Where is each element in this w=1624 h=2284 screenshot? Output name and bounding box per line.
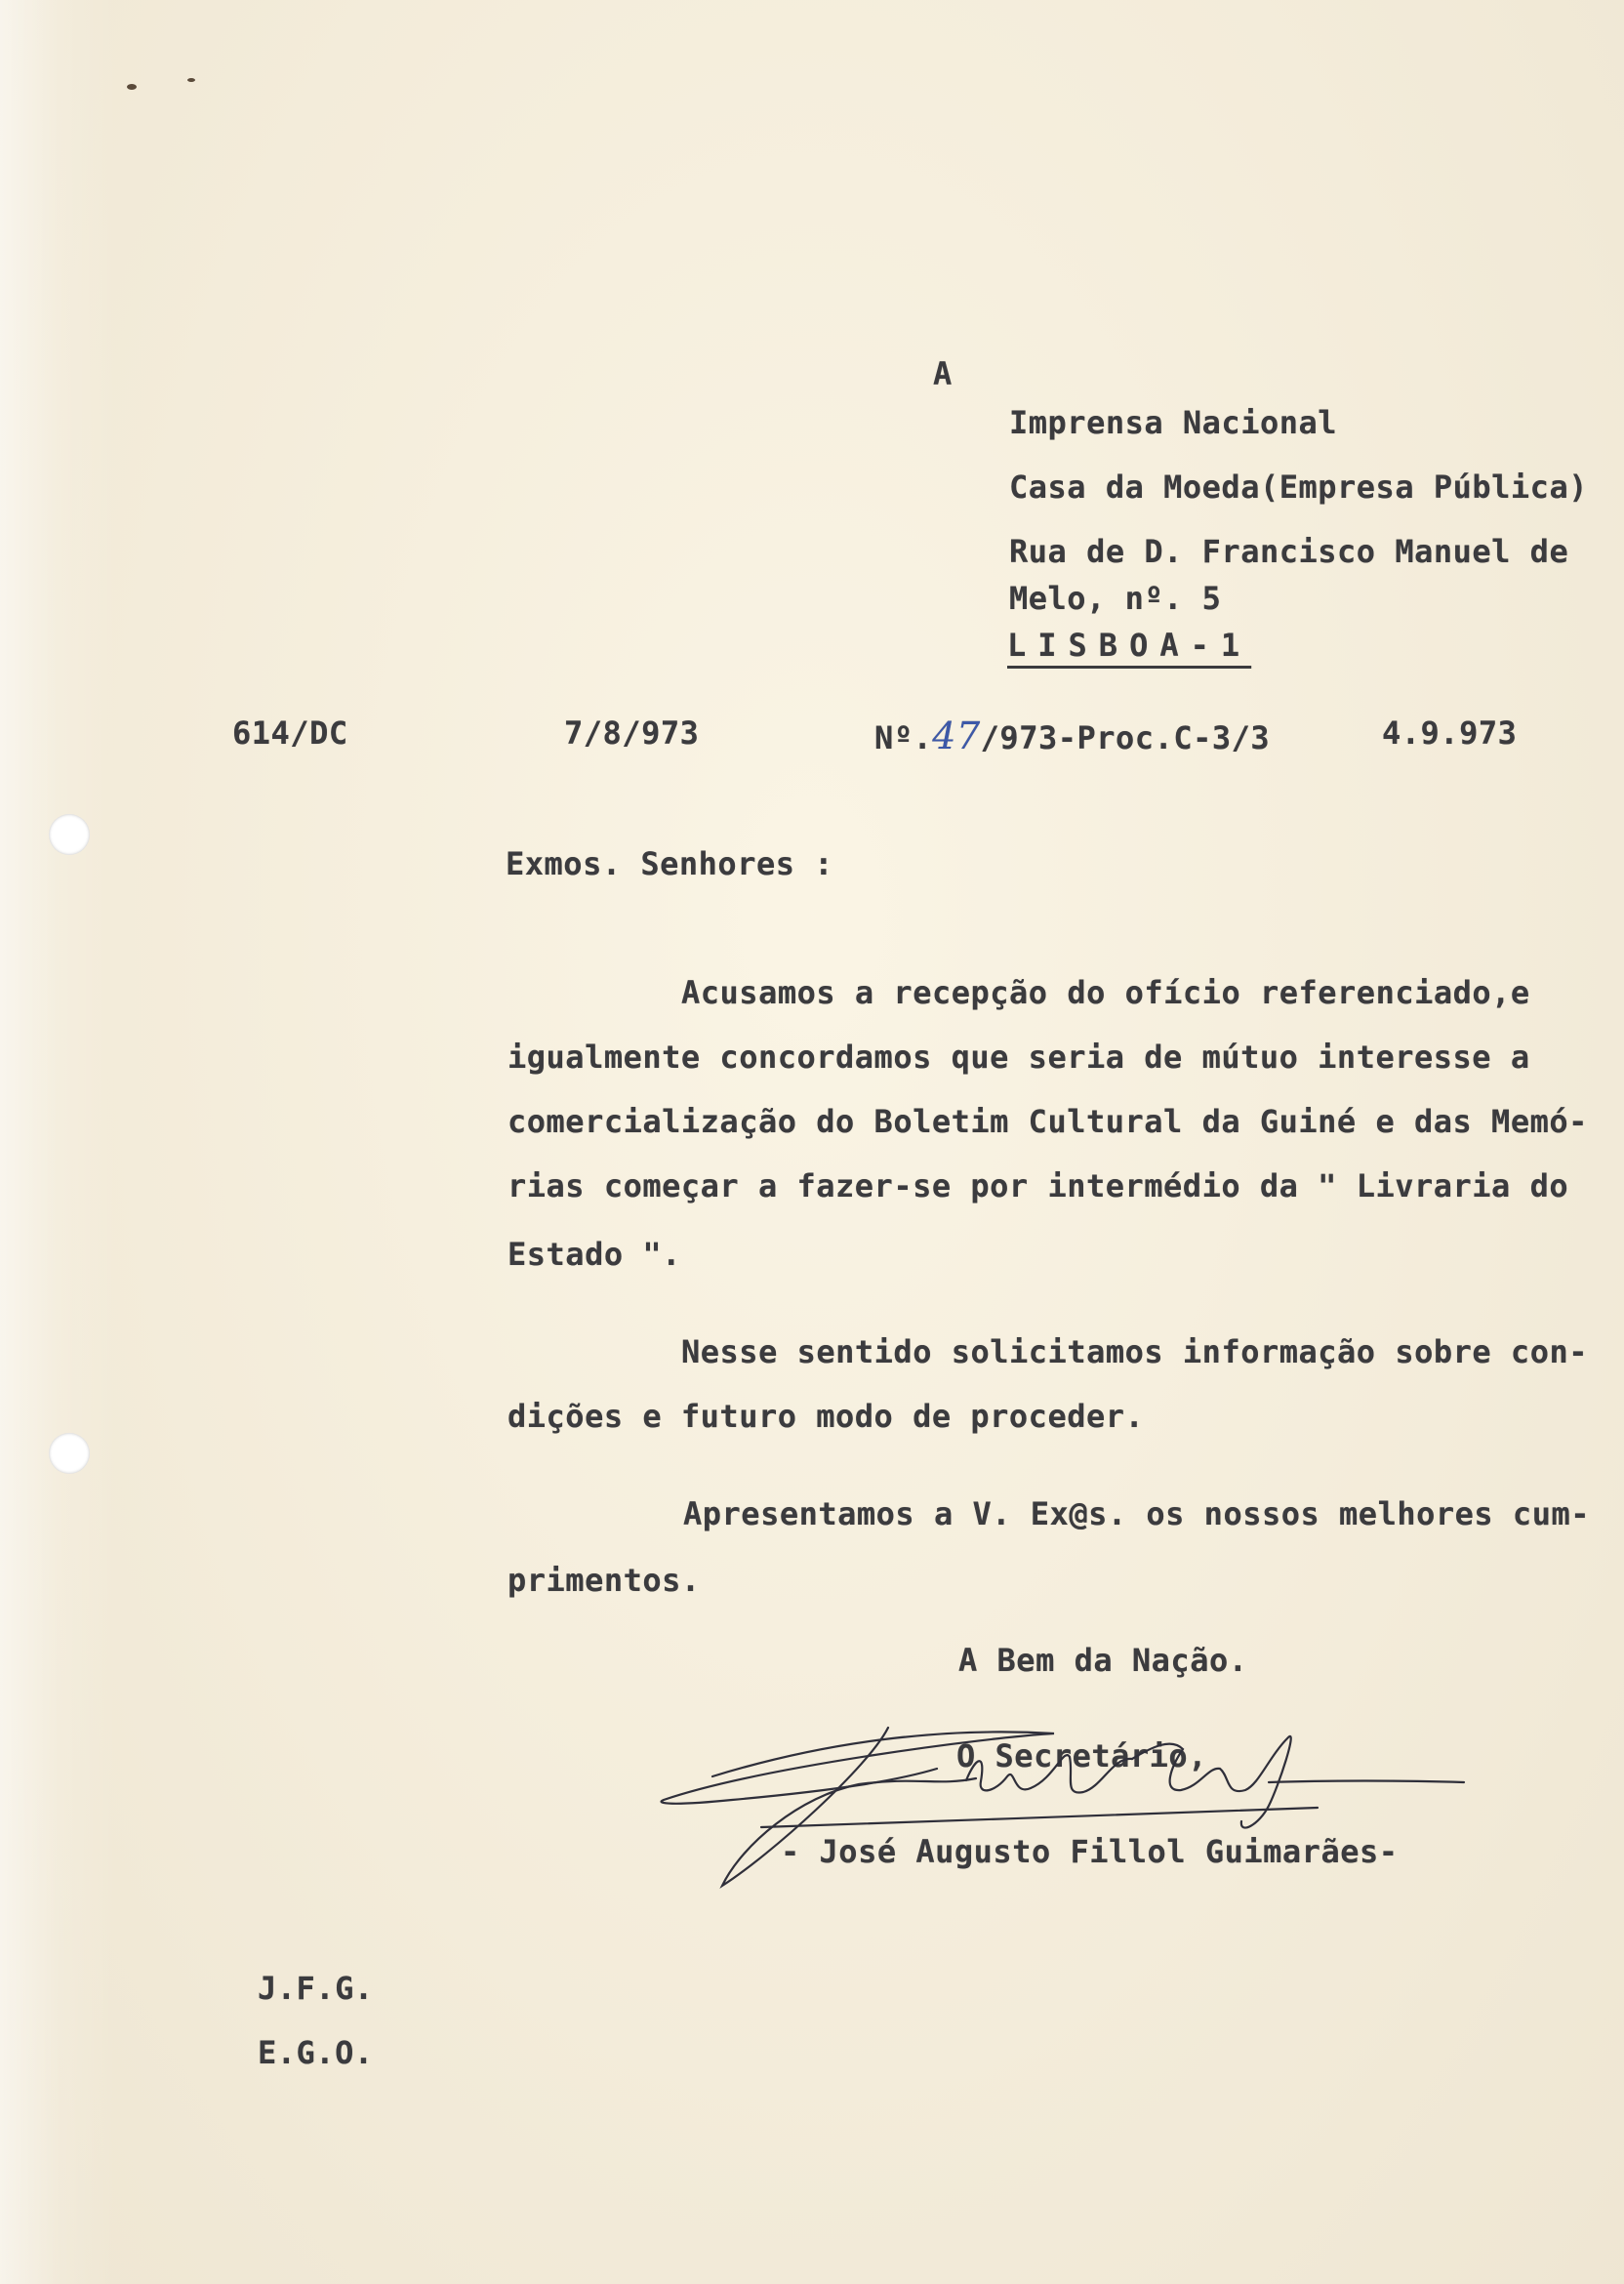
greeting: Exmos. Senhores : <box>506 845 834 882</box>
ink-speck <box>187 78 195 82</box>
initials-1: J.F.G. <box>258 1970 374 2007</box>
letter-date: 4.9.973 <box>1382 714 1518 752</box>
reference-date: 7/8/973 <box>564 714 700 752</box>
body-line: comercialização do Boletim Cultural da Guiné e das Memó- <box>508 1103 1588 1140</box>
ink-speck <box>127 84 137 90</box>
body-line: Nesse sentido solicitamos informação sobre con- <box>681 1333 1588 1370</box>
closing: A Bem da Nação. <box>958 1642 1248 1679</box>
to-label: A <box>933 355 953 392</box>
body-line: Apresentamos a V. Ex@s. os nossos melhores cum- <box>683 1495 1590 1532</box>
body-line: rias começar a fazer-se por intermédio da " Livraria do <box>508 1167 1569 1204</box>
punch-hole-top <box>49 814 90 855</box>
body-line: Estado ". <box>508 1236 681 1273</box>
body-line: dições e futuro modo de proceder. <box>508 1398 1145 1435</box>
recipient-line-2: Casa da Moeda(Empresa Pública) <box>1009 469 1588 506</box>
number-prefix: Nº. <box>874 719 933 756</box>
body-line: primentos. <box>508 1562 701 1599</box>
punch-hole-bottom <box>49 1433 90 1474</box>
number-suffix: /973-Proc.C-3/3 <box>980 719 1271 756</box>
signature-scribble <box>644 1698 1483 1923</box>
recipient-city: LISBOA-1 <box>1007 627 1252 664</box>
signatory-title: O Secretário, <box>956 1737 1207 1774</box>
body-line: igualmente concordamos que seria de mútuo interesse a <box>508 1039 1530 1076</box>
initials-2: E.G.O. <box>258 2034 374 2071</box>
number-handwritten: 47 <box>932 714 981 757</box>
signatory-name: - José Augusto Fillol Guimarães- <box>781 1833 1399 1870</box>
recipient-line-3: Rua de D. Francisco Manuel de <box>1009 533 1569 570</box>
reference-code: 614/DC <box>232 714 348 752</box>
recipient-line-1: Imprensa Nacional <box>1009 404 1338 441</box>
recipient-line-4: Melo, nº. 5 <box>1009 580 1222 617</box>
reference-number <box>874 714 1270 757</box>
body-line: Acusamos a recepção do ofício referenciado,e <box>681 974 1530 1011</box>
